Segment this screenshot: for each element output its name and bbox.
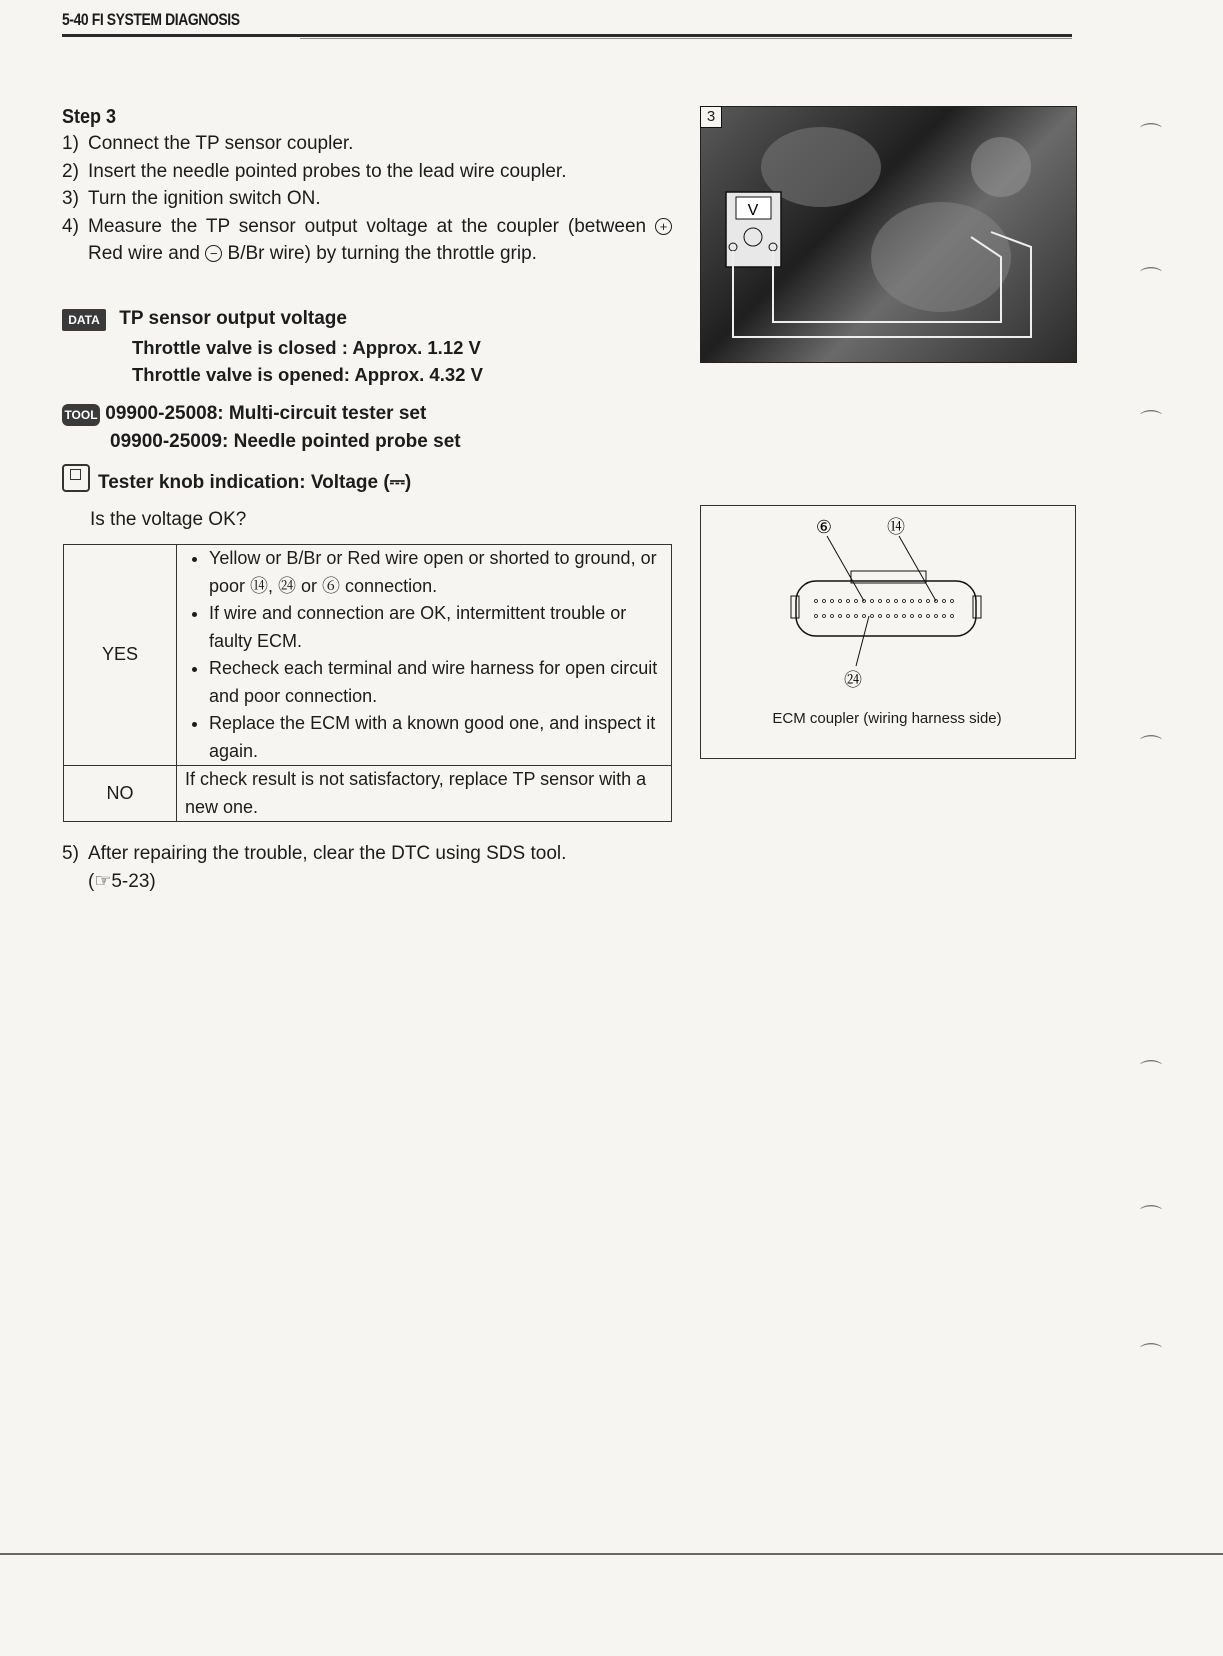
binding-mark: ⌒ — [1140, 1059, 1163, 1084]
tester-knob-row — [62, 464, 411, 494]
minus-symbol-icon: − — [205, 245, 222, 262]
step4-text-c: B/Br wire) by turning the throttle grip. — [227, 243, 537, 264]
page-header: 5-40 FI SYSTEM DIAGNOSIS — [62, 10, 240, 29]
data-spec-values — [132, 334, 483, 388]
tool-spec — [62, 400, 461, 456]
tool-line: 09900-25009: Needle pointed probe set — [110, 431, 461, 452]
step-number: 4) — [62, 215, 79, 237]
data-spec-title: TP sensor output voltage — [119, 308, 347, 329]
table-row-yes — [64, 545, 672, 766]
yes-label: YES — [64, 545, 177, 766]
step-text: Connect the TP sensor coupler. — [88, 133, 354, 154]
list-item: • If wire and connection are OK, intermittent trouble or faulty ECM. — [209, 600, 665, 655]
list-item: • Replace the ECM with a known good one, and inspect it again. — [209, 710, 665, 765]
pin-6-label: ⑥ — [815, 517, 833, 538]
no-label: NO — [64, 766, 177, 822]
step-number: 3) — [62, 188, 79, 209]
step-item — [62, 158, 672, 186]
spec-line: Throttle valve is closed : Approx. 1.12 V — [132, 337, 481, 358]
no-description: If check result is not satisfactory, replace TP sensor with a new one. — [177, 766, 672, 822]
question-text: Is the voltage OK? — [90, 509, 247, 530]
step-item — [62, 130, 672, 158]
decision-table — [63, 544, 672, 822]
list-item: • Yellow or B/Br or Red wire open or shorted to ground, or poor ⑭, ㉔ or ⑥ connection. — [209, 545, 665, 600]
step4-text-b: Red wire and — [88, 243, 200, 264]
step-number: 2) — [62, 160, 79, 182]
pin-14-label: ⑭ — [887, 517, 905, 538]
step-list — [62, 130, 672, 268]
step4-text-a: Measure the TP sensor output voltage at the coupler (between — [88, 215, 647, 237]
header-rule — [62, 34, 1072, 37]
ecm-caption: ECM coupler (wiring harness side) — [772, 710, 1002, 727]
step-number: 1) — [62, 133, 79, 154]
data-icon: DATA — [62, 309, 106, 331]
yes-description — [177, 545, 672, 766]
binding-mark: ⌒ — [1140, 1204, 1163, 1229]
binding-mark: ⌒ — [1140, 266, 1163, 291]
step-text — [88, 213, 672, 268]
page-reference: (☞5-23) — [88, 870, 156, 892]
step-5 — [62, 840, 674, 895]
step-title: Step 3 — [62, 106, 117, 128]
step-item — [62, 185, 672, 213]
step-text: After repairing the trouble, clear the DTC using SDS tool. — [88, 843, 567, 864]
step-item — [62, 213, 672, 268]
meter-label: V — [747, 202, 759, 219]
header-rule-thin — [300, 38, 1072, 39]
tool-icon: TOOL — [62, 404, 100, 426]
plus-symbol-icon: + — [655, 218, 672, 235]
step-number: 5) — [62, 843, 79, 864]
step-text: Insert the needle pointed probes to the lead wire coupler. — [88, 160, 567, 182]
list-item: • Recheck each terminal and wire harness for open circuit and poor connection. — [209, 655, 665, 710]
spec-line: Throttle valve is opened: Approx. 4.32 V — [132, 364, 483, 385]
pin-24-label: ㉔ — [844, 670, 862, 691]
footer-rule — [0, 1553, 1223, 1555]
photo-illustration — [701, 107, 1076, 362]
binding-mark: ⌒ — [1140, 1342, 1163, 1367]
tp-sensor-photo — [700, 106, 1077, 363]
tool-line: 09900-25008: Multi-circuit tester set — [105, 403, 427, 424]
binding-mark: ⌒ — [1140, 409, 1163, 434]
table-row-no — [64, 766, 672, 822]
data-spec-heading — [62, 308, 347, 331]
tester-knob-text: Tester knob indication: Voltage (⎓) — [98, 472, 412, 493]
binding-mark: ⌒ — [1140, 734, 1163, 759]
step-text: Turn the ignition switch ON. — [88, 188, 321, 209]
binding-mark: ⌒ — [1140, 122, 1163, 147]
knob-icon — [62, 464, 90, 492]
figure-label: 3 — [700, 106, 722, 128]
